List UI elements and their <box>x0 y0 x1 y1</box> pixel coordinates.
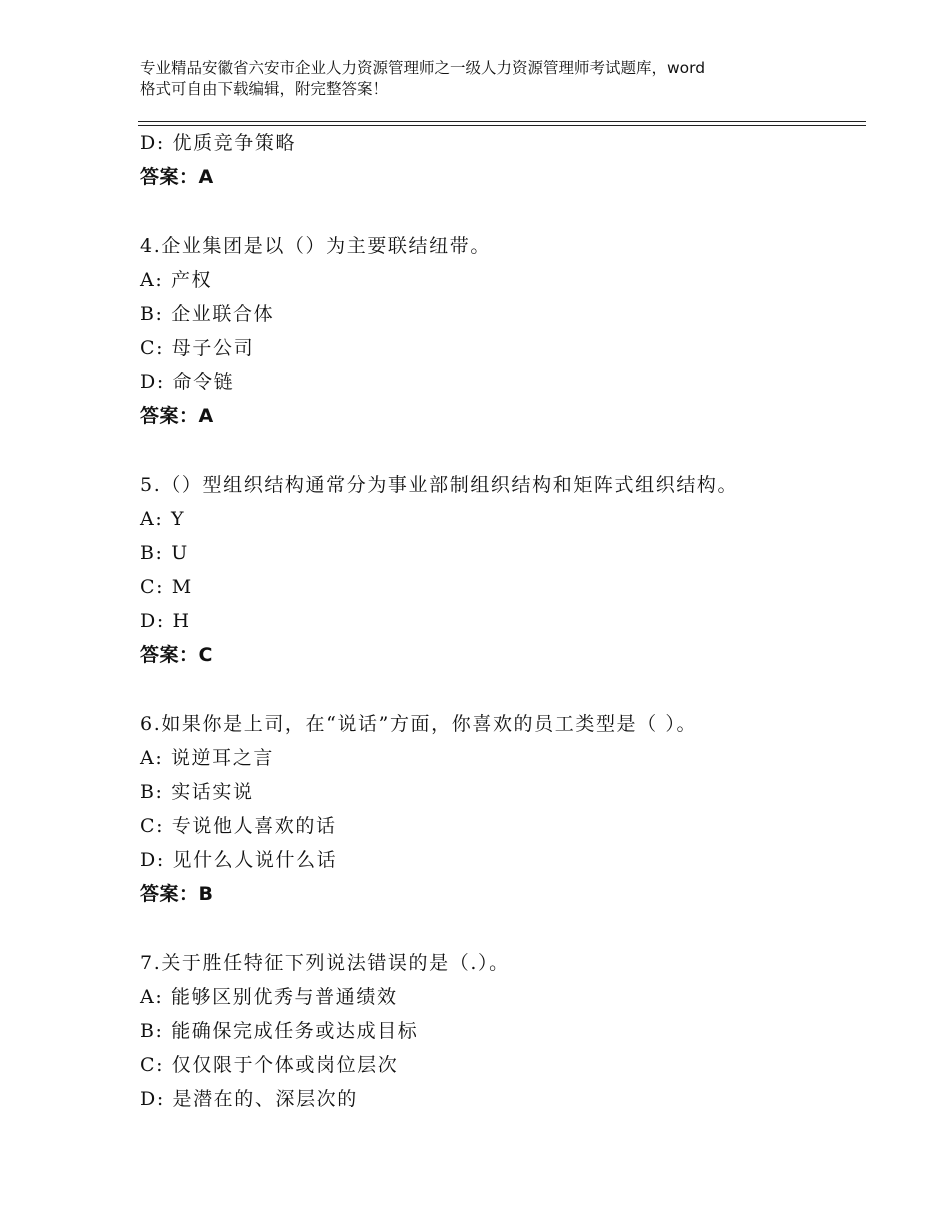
header-divider-thin <box>138 121 866 122</box>
option-d: D: H <box>140 610 191 632</box>
option-c: C: 仅仅限于个体或岗位层次 <box>140 1054 399 1076</box>
option-d: D: 见什么人说什么话 <box>140 849 338 871</box>
answer-line: 答案：A <box>140 166 214 188</box>
document-header <box>140 58 840 100</box>
question-stem: 5.（）型组织结构通常分为事业部制组织结构和矩阵式组织结构。 <box>140 474 739 496</box>
option-a: A: 说逆耳之言 <box>140 747 274 769</box>
option-b: B: U <box>140 542 189 564</box>
option-c: C: 专说他人喜欢的话 <box>140 815 337 837</box>
question-stem: 7.关于胜任特征下列说法错误的是（.）。 <box>140 952 510 974</box>
question-7 <box>140 948 860 1118</box>
option-b: B: 企业联合体 <box>140 303 275 325</box>
answer-line: 答案：A <box>140 405 214 427</box>
option-d: D: 是潜在的、深层次的 <box>140 1088 358 1110</box>
answer-line: 答案：C <box>140 644 213 666</box>
question-4 <box>140 231 860 435</box>
previous-question-tail <box>140 128 860 196</box>
question-list <box>140 128 860 1118</box>
question-6 <box>140 709 860 913</box>
question-5 <box>140 470 860 674</box>
option-d: D: 优质竞争策略 <box>140 132 297 154</box>
option-c: C: 母子公司 <box>140 337 255 359</box>
option-a: A: 产权 <box>140 269 213 291</box>
option-a: A: Y <box>140 508 186 530</box>
option-b: B: 实话实说 <box>140 781 254 803</box>
option-b: B: 能确保完成任务或达成目标 <box>140 1020 419 1042</box>
option-a: A: 能够区别优秀与普通绩效 <box>140 986 398 1008</box>
answer-line: 答案：B <box>140 883 214 905</box>
question-stem: 6.如果你是上司，在“说话”方面，你喜欢的员工类型是（ ）。 <box>140 713 698 735</box>
header-line-2: 格式可自由下载编辑，附完整答案！ <box>140 80 389 98</box>
option-c: C: M <box>140 576 193 598</box>
header-divider-thick <box>138 125 866 126</box>
question-stem: 4.企业集团是以（）为主要联结纽带。 <box>140 235 491 257</box>
header-line-1: 专业精品安徽省六安市企业人力资源管理师之一级人力资源管理师考试题库，word <box>140 59 706 77</box>
option-d: D: 命令链 <box>140 371 235 393</box>
